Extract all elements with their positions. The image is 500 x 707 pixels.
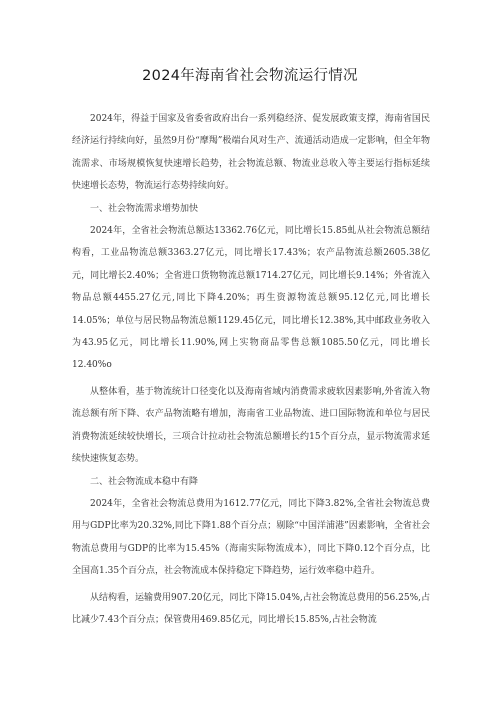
paragraph-cost-structure: 从结构看，运输费用907.20亿元，同比下降15.04%,占社会物流总费用的56.25%,占比减少7.43个百分点；保管费用469.85亿元，同比增长15.85%,占社会物流 xyxy=(72,592,430,625)
section-heading-2: 二、社会物流成本稳中有降 xyxy=(90,476,199,487)
document-title: 2024年海南省社会物流运行情况 xyxy=(142,68,358,84)
paragraph-logistics-total: 2024年，全省社会物流总额达13362.76亿元，同比增长15.85虬从社会物流总额结构看，工业品物流总额3363.27亿元，同比增长17.43%；农产品物流总额2605.38亿元，同比增长2.40%；全省进口货物物流总额1714.27亿元，同比增长9.14%；外省流入物品总额4455.27亿元,同比下降4.20%；再生资源物流总额95.12亿元,同比增长14.05%；单位与居民物品物流总额1129.45亿元，同比增长12.38%,其中邮政业务收入为43.95亿元，同比增长11.90%,网上实物商品零售总额1085.50亿元，同比增长12.40%o xyxy=(72,226,430,371)
paragraph-intro: 2024年，得益于国家及省委省政府出台一系列稳经济、促发展政策支撑，海南省国民经济运行持续向好，虽然9月份“摩羯”极端台风对生产、流通活动造成一定影响，但全年物流需求、市场规模恢复快速增长趋势，社会物流总额、物流业总收入等主要运行指标延续快速增长态势，物流运行态势持续向好。 xyxy=(72,114,430,192)
document-body xyxy=(72,108,430,631)
paragraph-logistics-cost: 2024年，全省社会物流总费用为1612.77亿元，同比下降3.82%,全省社会物流总费用与GDP比率为20.32%,同比下降1.88个百分点；剔除“中国洋浦港”因素影响，全省社会物流总费用与GDP的比率为15.45%（海南实际物流成本），同比下降0.12个百分点，比全国高1.35个百分点，社会物流成本保持稳定下降趋势，运行效率稳中趋升。 xyxy=(72,498,430,577)
section-heading-1: 一、社会物流需求增势加快 xyxy=(90,203,199,214)
paragraph-overall: 从整体看，基于物流统计口径变化以及海南省域内消费需求疲软因素影响,外省流入物流总额有所下降、农产品物流略有增加，海南省工业品物流、进口国际物流和单位与居民消费物流延续较快增长，三项合计拉动社会物流总额增长约15个百分点，显示物流需求延续快速恢复态势。 xyxy=(72,386,430,465)
